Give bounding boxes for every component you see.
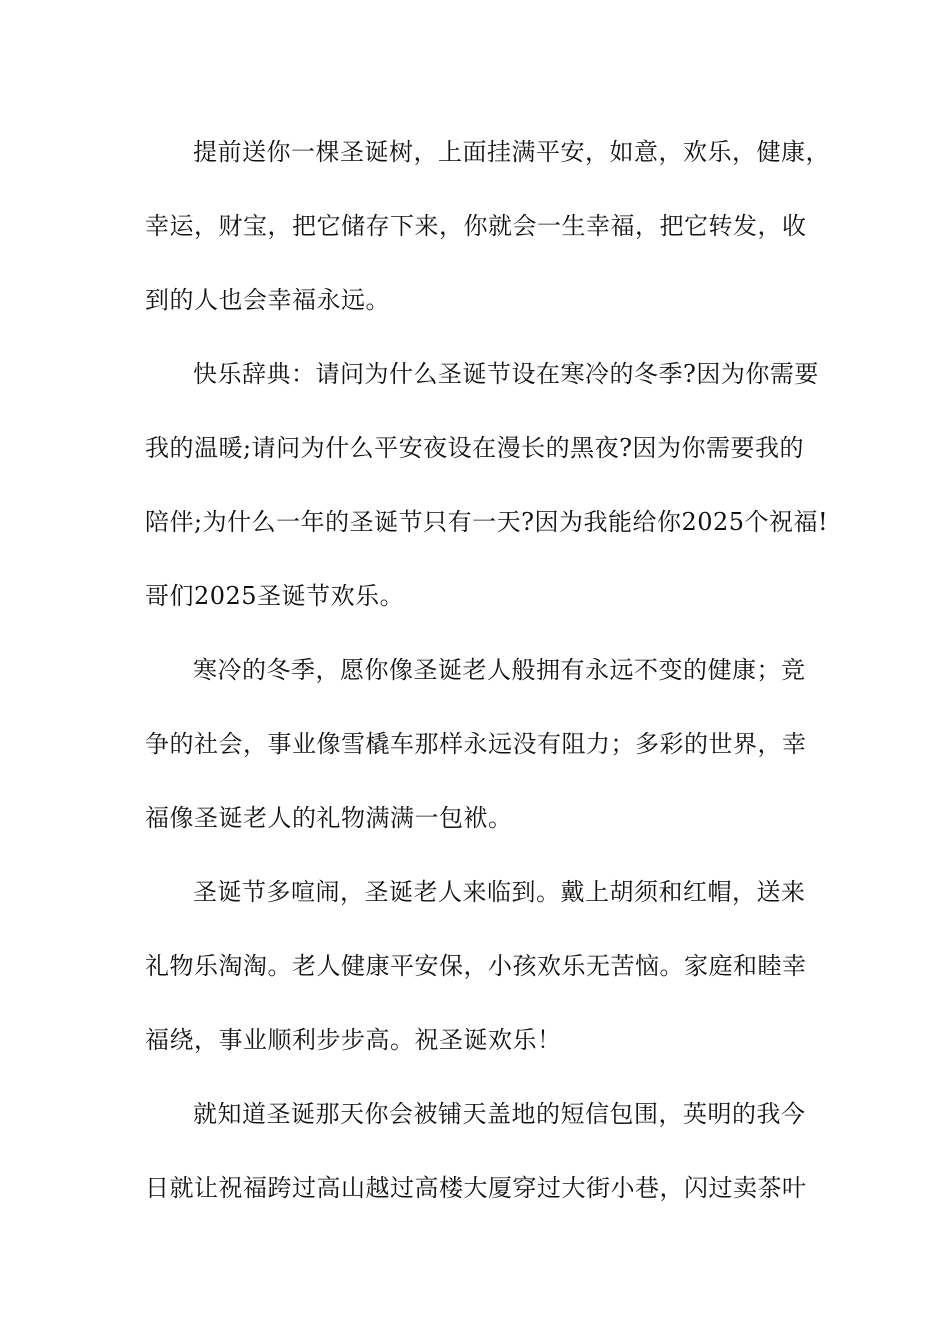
paragraph-2-line-3: 陪伴;为什么一年的圣诞节只有一天?因为我能给你2025个祝福! [145, 508, 829, 536]
paragraph-4-line-2: 礼物乐淘淘。老人健康平安保，小孩欢乐无苦恼。家庭和睦幸 [145, 952, 807, 980]
paragraph-3-line-3: 福像圣诞老人的礼物满满一包袱。 [145, 804, 513, 832]
paragraph-3-line-2: 争的社会，事业像雪橇车那样永远没有阻力；多彩的世界，幸 [145, 730, 807, 758]
paragraph-4-line-3: 福绕，事业顺利步步高。祝圣诞欢乐！ [145, 1026, 562, 1054]
paragraph-1-line-2: 幸运，财宝，把它储存下来，你就会一生幸福，把它转发，收 [145, 212, 807, 240]
paragraph-3-line-1: 寒冷的冬季，愿你像圣诞老人般拥有永远不变的健康；竞 [193, 656, 806, 684]
paragraph-2-line-2: 我的温暖;请问为什么平安夜设在漫长的黑夜?因为你需要我的 [145, 434, 804, 462]
paragraph-2-line-1: 快乐辞典：请问为什么圣诞节设在寒冷的冬季?因为你需要 [193, 360, 819, 388]
paragraph-5-line-1: 就知道圣诞那天你会被铺天盖地的短信包围，英明的我今 [193, 1100, 806, 1128]
paragraph-1-line-3: 到的人也会幸福永远。 [145, 286, 390, 314]
paragraph-5-line-2: 日就让祝福跨过高山越过高楼大厦穿过大街小巷，闪过卖茶叶 [145, 1174, 807, 1202]
paragraph-2-line-4: 哥们2025圣诞节欢乐。 [145, 582, 405, 610]
paragraph-1-line-1: 提前送你一棵圣诞树，上面挂满平安，如意，欢乐，健康， [193, 138, 830, 166]
paragraph-4-line-1: 圣诞节多喧闹，圣诞老人来临到。戴上胡须和红帽，送来 [193, 878, 806, 906]
